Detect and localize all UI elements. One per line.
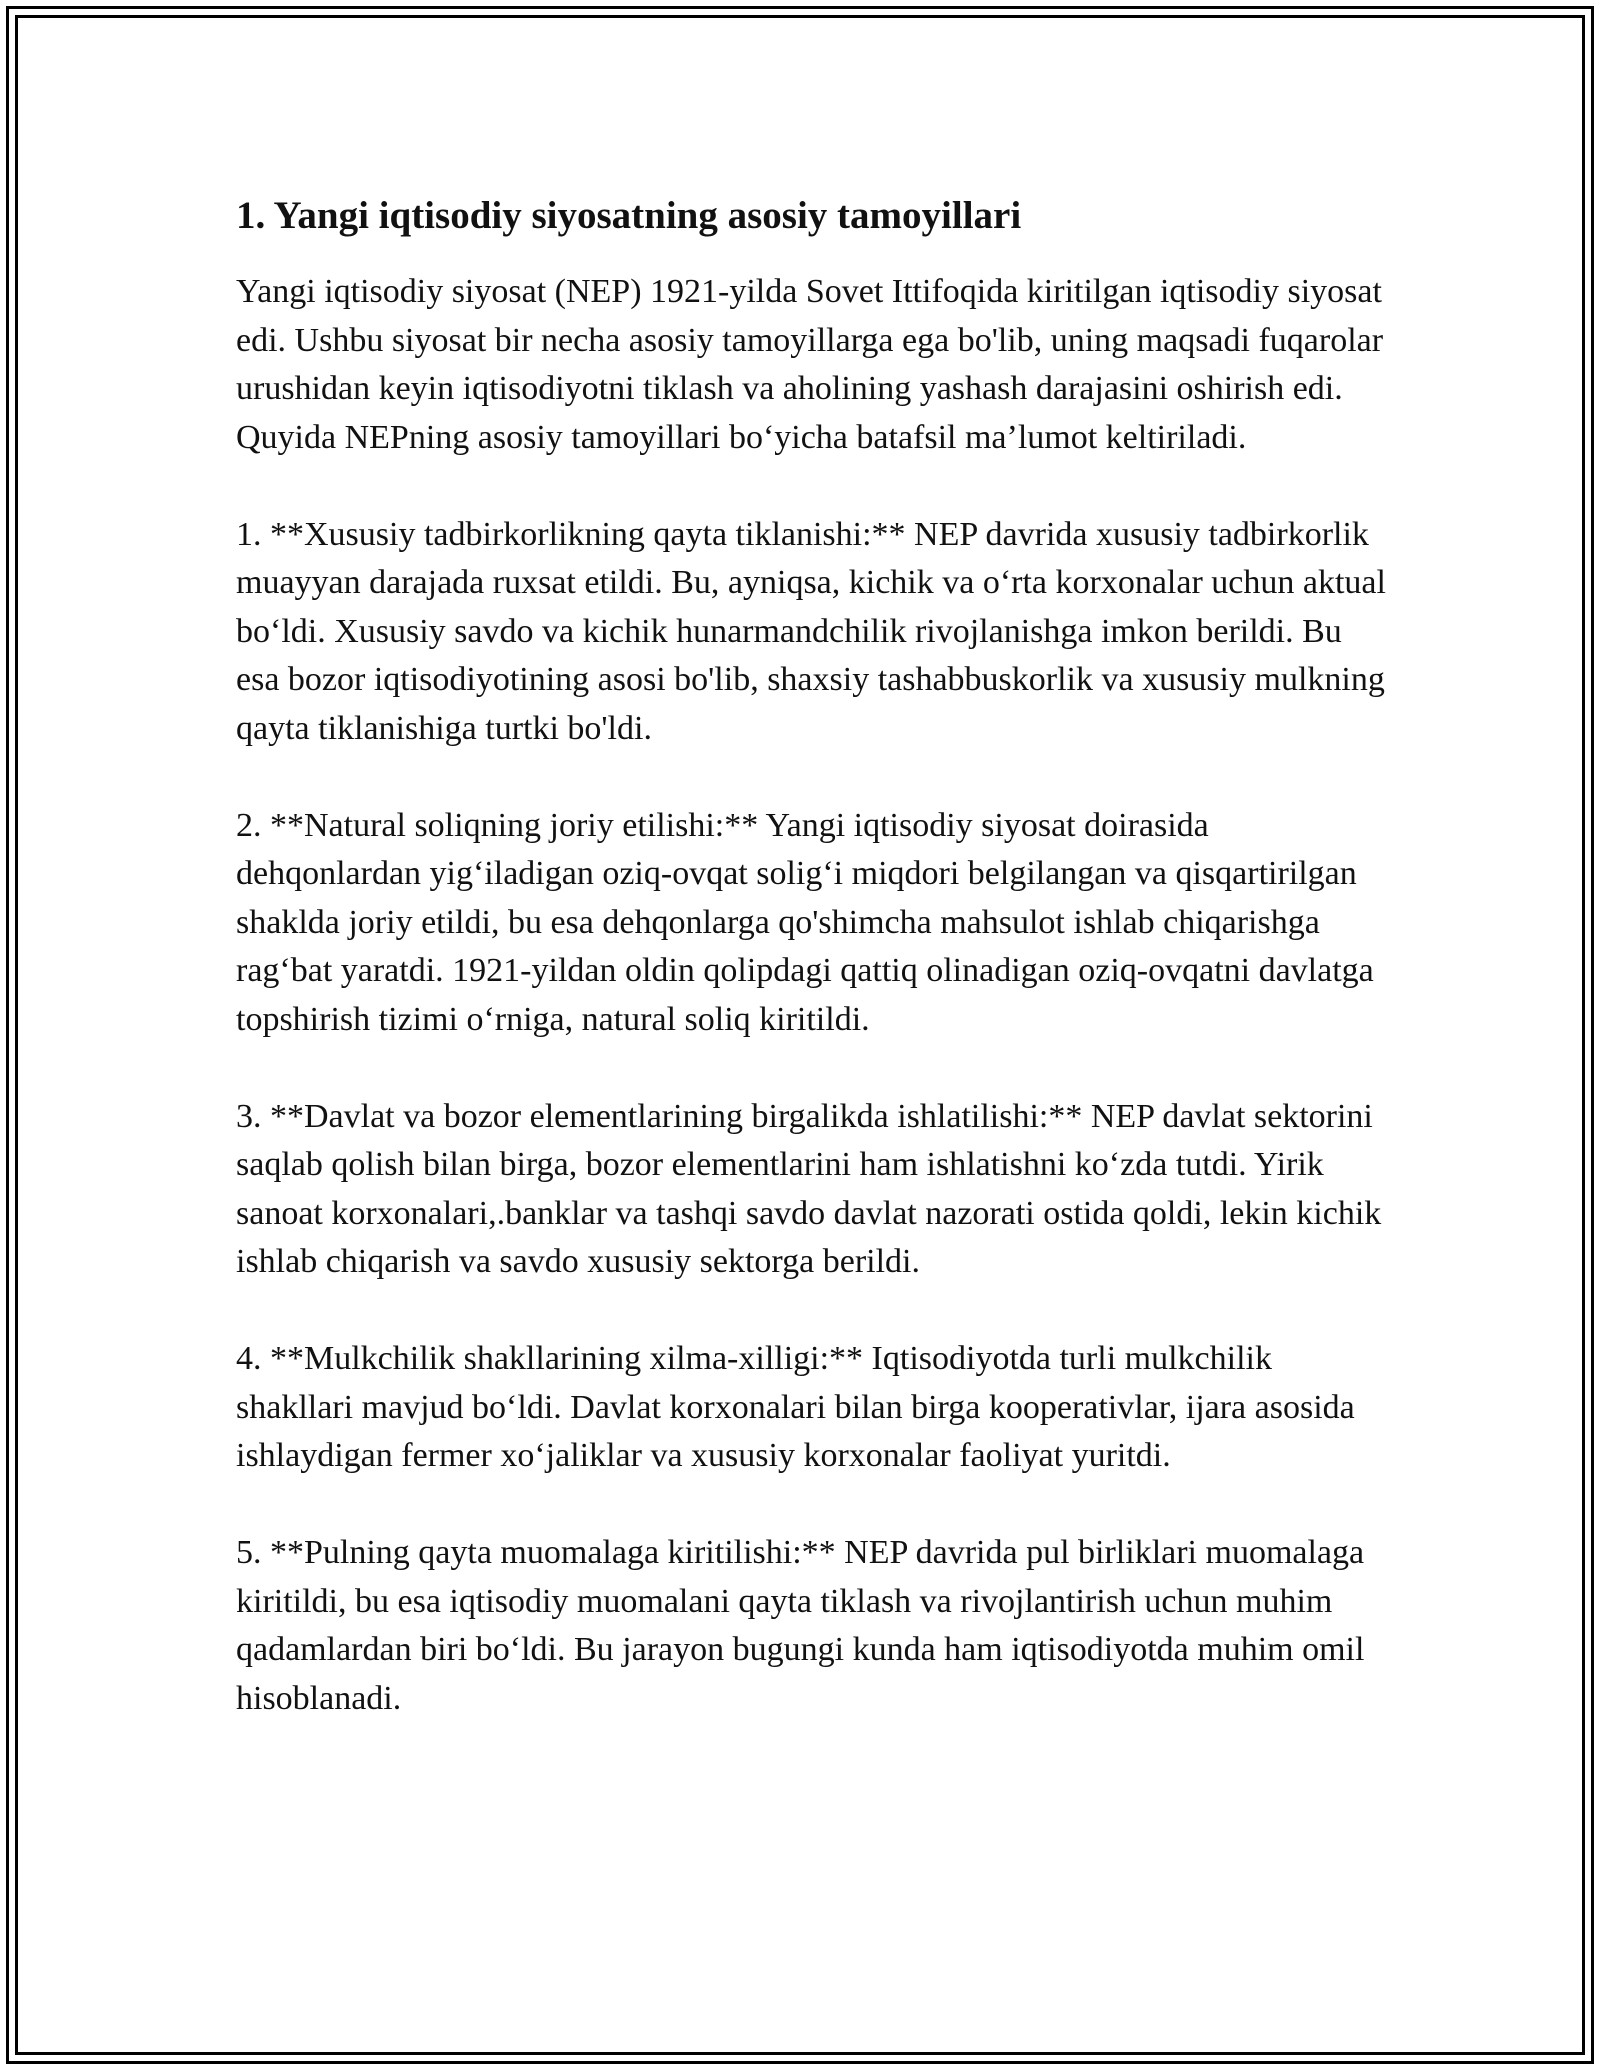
list-item-1: 1. **Xususiy tadbirkorlikning qayta tiklanishi:** NEP davrida xususiy tadbirkorlik muayyan darajada ruxsat etildi. Bu, ayniqsa, kichik va o‘rta korxonalar uchun aktual bo‘ldi. Xususiy savdo va kichik hunarmandchilik rivojlanishga imkon berildi. Bu esa bozor iqtisodiyotining asosi bo'lib, shaxsiy tashabbuskorlik va xususiy mulkning qayta tiklanishiga turtki bo'ldi. — [236, 515, 1386, 747]
list-item-5: 5. **Pulning qayta muomalaga kiritilishi:** NEP davrida pul birliklari muomalaga kiritildi, bu esa iqtisodiy muomalani qayta tiklash va rivojlantirish uchun muhim qadamlardan biri bo‘ldi. Bu jarayon bugungi kunda ham iqtisodiyotda muhim omil hisoblanadi. — [236, 1534, 1365, 1717]
list-item-3: 3. **Davlat va bozor elementlarining birgalikda ishlatilishi:** NEP davlat sektorini saqlab qolish bilan birga, bozor elementlarini ham ishlatishni ko‘zda tutdi. Yirik sanoat korxonalari,.banklar va tashqi savdo davlat nazorati ostida qoldi, lekin kichik ishlab chiqarish va savdo xususiy sektorga berildi. — [236, 1097, 1382, 1280]
list-item-4: 4. **Mulkchilik shakllarining xilma-xilligi:** Iqtisodiyotda turli mulkchilik shakllari mavjud bo‘ldi. Davlat korxonalari bilan birga kooperativlar, ijara asosida ishlaydigan fermer xo‘jaliklar va xususiy korxonalar faoliyat yuritdi. — [236, 1340, 1355, 1474]
list-item-2: 2. **Natural soliqning joriy etilishi:** Yangi iqtisodiy siyosat doirasida dehqonlardan yig‘iladigan oziq-ovqat solig‘i miqdori belgilangan va qisqartirilgan shaklda joriy etildi, bu esa dehqonlarga qo'shimcha mahsulot ishlab chiqarishga rag‘bat yaratdi. 1921-yildan oldin qolipdagi qattiq olinadigan oziq-ovqatni davlatga topshirish tizimi o‘rniga, natural soliq kiritildi. — [236, 806, 1374, 1038]
document-title: 1. Yangi iqtisodiy siyosatning asosiy tamoyillari — [236, 194, 1022, 237]
intro-paragraph: Yangi iqtisodiy siyosat (NEP) 1921-yilda Sovet Ittifoqida kiritilgan iqtisodiy siyosat edi. Ushbu siyosat bir necha asosiy tamoyillarga ega bo'lib, uning maqsadi fuqarolar urushidan keyin iqtisodiyotni tiklash va aholining yashash darajasini oshirish edi. Quyida NEPning asosiy tamoyillari bo‘yicha batafsil ma’lumot keltiriladi. — [236, 273, 1384, 456]
document-body — [236, 190, 1386, 1772]
